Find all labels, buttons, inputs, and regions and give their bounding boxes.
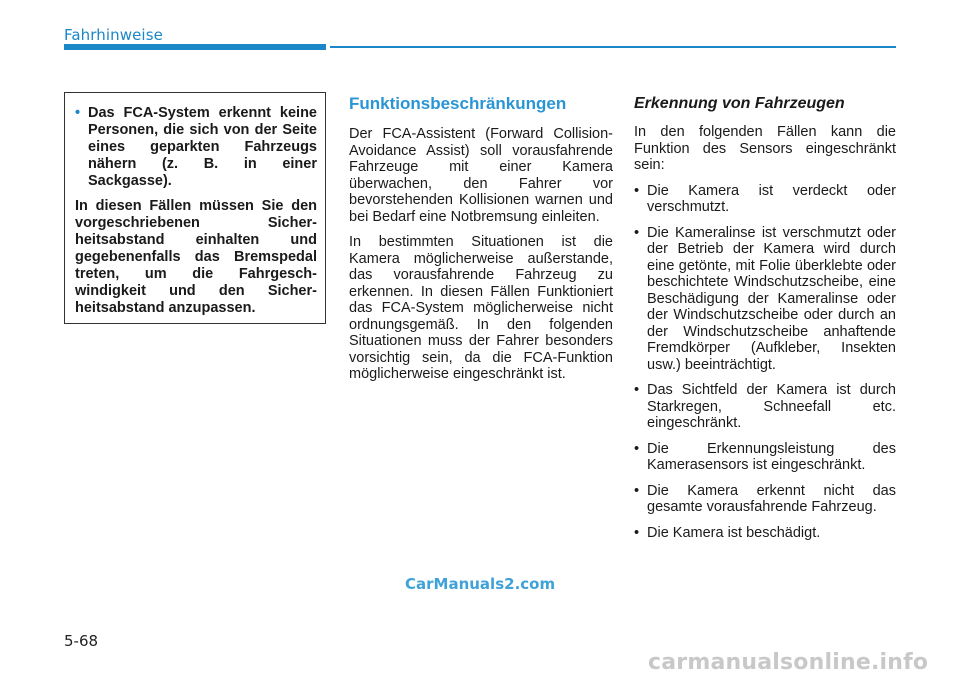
list-item-text: Die Kamera ist verdeckt oder verschmutzt. (647, 182, 896, 215)
bullet-icon: • (634, 524, 640, 541)
body-paragraph: In bestimmten Situationen ist die Kamera möglicherweise außerstande, das vorausfahrende Fahrzeug zu erkennen. In diesen Fällen Funktioniert das FCA-System möglicherweise nicht ordnungsgemäß. In den folgenden Situationen muss der Fahrer besonders vorsichtig sein, da die FCA-Funktion möglicherweise eingeschränkt ist. (349, 234, 613, 382)
footer-watermark: carmanualsonline.info (648, 650, 929, 675)
bullet-dot-icon: • (75, 105, 81, 121)
watermark-link[interactable]: CarManuals2.com (405, 575, 556, 593)
list-item (634, 183, 896, 216)
bullet-icon: • (634, 440, 640, 457)
right-column (634, 94, 896, 550)
list-item (634, 525, 896, 542)
intro-paragraph: In den folgenden Fällen kann die Funktion des Sensors eingeschränkt sein: (634, 124, 896, 173)
section-title: Fahrhinweise (64, 26, 163, 44)
bullet-icon: • (634, 224, 640, 241)
page-number: 5-68 (64, 632, 99, 650)
note-bullet-item (75, 105, 317, 190)
list-item-text: Die Kameralinse ist verschmutzt oder der Betrieb der Kamera wird durch eine getönte, mit Folie überklebte oder beschichtete Windschutzscheibe, eine Beschädigung der Kameralinse oder der Windschutzscheibe oder durch an der Windschutzscheibe anhaftende Fremdkörper (Aufkleber, Insekten usw.) beeinträchtigt. (647, 224, 896, 373)
bullet-icon: • (634, 482, 640, 499)
note-paragraph: In diesen Fällen müssen Sie den vorgeschriebenen Sicherheitsabstand einhalten und gegebenenfalls das Bremspedal treten, um die Fahrgeschwindigkeit und den Sicherheitsabstand anzupassen. (75, 198, 317, 316)
note-bullet-text: Das FCA-System erkennt keine Personen, die sich von der Seite eines geparkten Fahrzeugs nähern (z. B. in einer Sackgasse). (88, 105, 317, 189)
bullet-icon: • (634, 382, 640, 398)
header-rule-thick (64, 44, 326, 50)
list-item-text: Die Erkennungsleistung des Kamerasensors ist eingeschränkt. (647, 440, 896, 473)
list-item (634, 225, 896, 374)
list-item-text: Das Sichtfeld der Kamera ist durch Starkregen, Schneefall etc. eingeschränkt. (647, 382, 896, 431)
body-paragraph: Der FCA-Assistent (Forward Collision-Avoidance Assist) soll vorausfahrende Fahrzeuge mit einer Kamera überwachen, den Fahrer vor bevorstehenden Kollisionen warnen und bei Bedarf eine Notbremsung einleiten. (349, 126, 613, 225)
section-heading: Funktionsbeschränkungen (349, 94, 567, 113)
list-item (634, 382, 896, 432)
subsection-heading: Erkennung von Fahrzeugen (634, 95, 845, 112)
note-box (64, 92, 326, 324)
bullet-icon: • (634, 182, 640, 199)
list-item (634, 441, 896, 474)
middle-column (349, 94, 613, 392)
list-item-text: Die Kamera ist beschädigt. (647, 524, 821, 541)
list-item (634, 483, 896, 516)
list-item-text: Die Kamera erkennt nicht das gesamte vorausfahrende Fahrzeug. (647, 482, 896, 515)
header-rule-thin (330, 46, 896, 48)
